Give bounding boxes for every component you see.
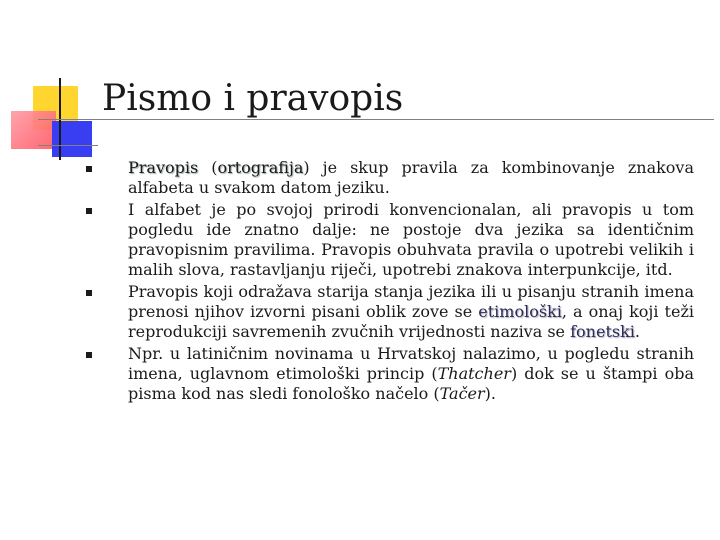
bullet-text: Pravopis koji odražava starija stanja jezika ili u pisanju stranih imena prenosi njihov izvorni pisani oblik zove se [128,282,694,321]
bullet-square-icon [86,166,92,172]
bullet-text: . [634,322,640,341]
title-underline [38,119,714,120]
term-ortografija: ortografija [217,158,304,177]
bullet-list [80,158,694,406]
term-etimoloski: etimološki [478,302,562,321]
bullet-square-icon [86,290,92,296]
list-item [80,282,694,342]
term-pravopis: Pravopis [128,158,199,177]
blue-square-decoration [52,121,92,157]
bullet-text: ) je skup pravila za kombinovanje znakova alfabeta u svakom datom jeziku. [128,158,695,197]
bullet-text: ). [484,384,496,403]
list-item [80,200,694,280]
red-square-decoration [11,111,56,149]
bullet-text: Npr. u latiničnim novinama u Hrvatskoj nalazimo, u pogledu stranih imena, uglavnom etimološki princip ( [128,344,694,383]
bullet-square-icon [86,352,92,358]
bullet-text: I alfabet je po svojoj prirodi konvencionalan, ali pravopis u tom pogledu ide znatno dalje: ne postoje dva jezika sa identičnim pravopisnim pravilima. Pravopis obuhvata pravila o upotrebi velikih i malih slova, rastavljanju riječi, upotrebi znakova interpunkcije, itd. [128,200,694,279]
bullet-square-icon [86,208,92,214]
text: ( [198,158,218,177]
term-fonetski: fonetski [570,322,635,341]
bullet-text: , a onaj koji teži reprodukciji savremenih zvučnih vrijednosti naziva se [128,302,694,341]
list-item [80,158,694,198]
example-thatcher: Thatcher [437,364,511,383]
short-rule [38,145,98,146]
bullet-text: ) dok se u štampi oba pisma kod nas sledi fonološko načelo ( [128,364,694,403]
slide-title: Pismo i pravopis [102,78,404,119]
list-item [80,344,694,404]
example-tacer: Tačer [439,384,485,403]
